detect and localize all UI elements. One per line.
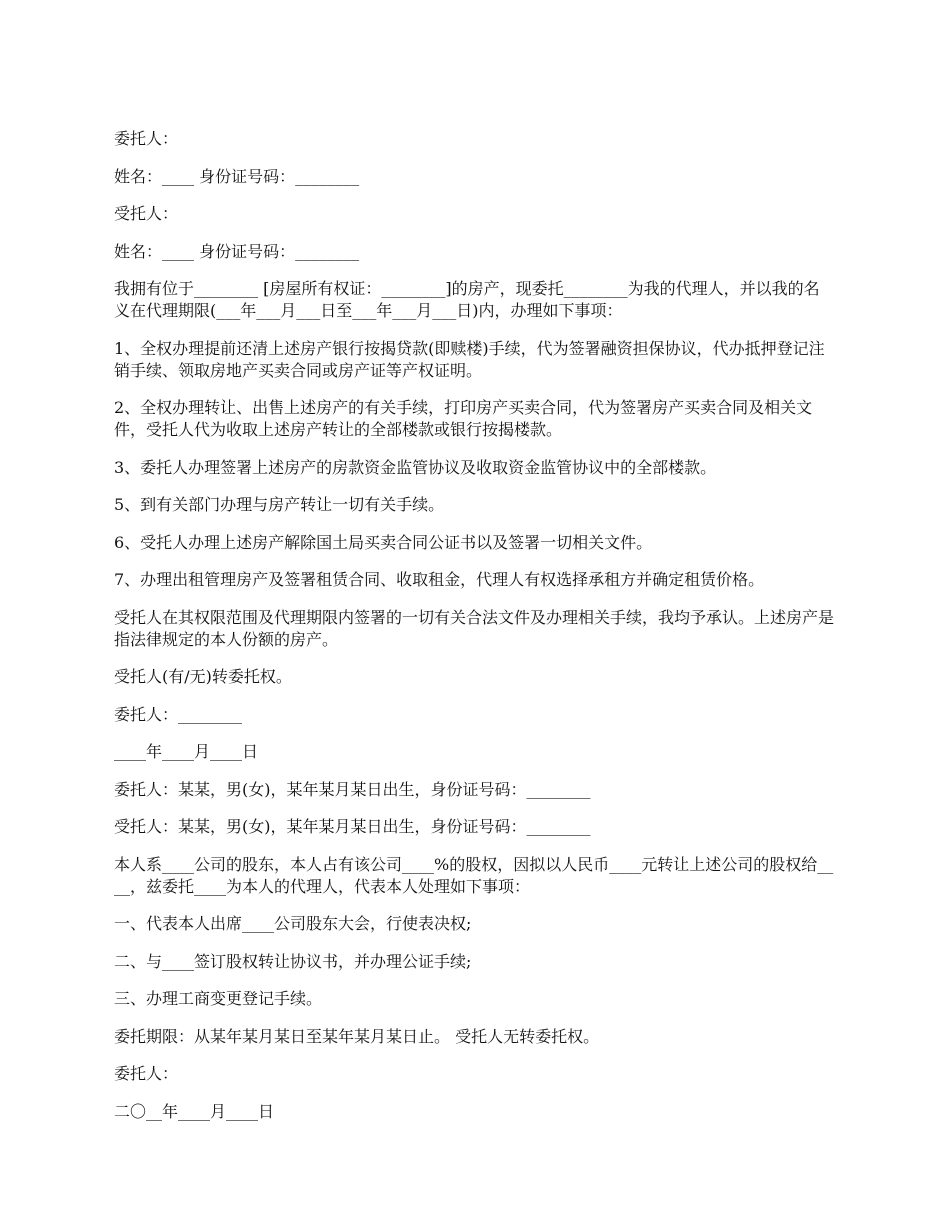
agent-heading: 受托人：: [114, 204, 179, 223]
sub-delegation-line: 受托人(有/无)转委托权。: [114, 667, 292, 686]
agent-info-line: 受托人：某某，男(女)，某年某月某日出生，身份证号码：________: [114, 817, 591, 836]
final-principal-line: 委托人：: [114, 1064, 179, 1083]
equity-item-2: 二、与____签订股权转让协议书，并办理公证手续;: [114, 951, 472, 971]
item-3-paragraph: 3、委托人办理签署上述房产的房款资金监管协议及收取资金监管协议中的全部楼款。: [114, 457, 717, 477]
agent-name-id-line: 姓名：____ 身份证号码：________: [114, 241, 360, 261]
item-7-paragraph: 7、办理出租管理房产及签署租赁合同、收取租金，代理人有权选择承租方并确定租赁价格。: [114, 570, 765, 589]
property-authorization-paragraph: 我拥有位于________ [房屋所有权证：________]的房产，现委托________为我的代理人，并以我的名义在代理期限(___年___月___日至___年___月___日)内，办理如下事项：: [114, 279, 820, 320]
principal-heading: 委托人：: [114, 129, 179, 148]
entrustment-period-line: 委托期限：从某年某月某日至某年某月某日止。 受托人无转委托权。: [114, 1026, 600, 1046]
equity-item-1: 一、代表本人出席____公司股东大会，行使表决权;: [114, 914, 472, 933]
item-2-paragraph: 2、全权办理转让、出售上述房产的有关手续，打印房产买卖合同，代为签署房产买卖合同及相关文件，受托人代为收取上述房产转让的全部楼款或银行按揭楼款。: [114, 398, 813, 439]
item-5-paragraph: 5、到有关部门办理与房产转让一切有关手续。: [114, 495, 445, 514]
item-6-paragraph: 6、受托人办理上述房产解除国土局买卖合同公证书以及签署一切相关文件。: [114, 532, 653, 552]
acknowledgement-paragraph: 受托人在其权限范围及代理期限内签署的一切有关合法文件及办理相关手续，我均予承认。上述房产是指法律规定的本人份额的房产。: [114, 607, 835, 649]
item-1-paragraph: 1、全权办理提前还清上述房产银行按揭贷款(即赎楼)手续，代为签署融资担保协议，代办抵押登记注销手续、领取房地产买卖合同或房产证等产权证明。: [114, 338, 825, 380]
document-body: [114, 128, 834, 1138]
equity-transfer-paragraph: 本人系____公司的股东，本人占有该公司____%的股权，因拟以人民币____元转让上述公司的股权给____，兹委托____为本人的代理人，代表本人处理如下事项：: [114, 854, 834, 896]
equity-item-3: 三、办理工商变更登记手续。: [114, 989, 323, 1008]
principal-signature-line: 委托人：________: [114, 704, 243, 724]
date-line: ____年____月____日: [114, 742, 259, 761]
principal-name-id-line: 姓名：____ 身份证号码：________: [114, 166, 360, 186]
final-date-line: 二〇__年____月____日: [114, 1101, 275, 1121]
principal-info-line: 委托人：某某，男(女)，某年某月某日出生，身份证号码：________: [114, 779, 591, 799]
